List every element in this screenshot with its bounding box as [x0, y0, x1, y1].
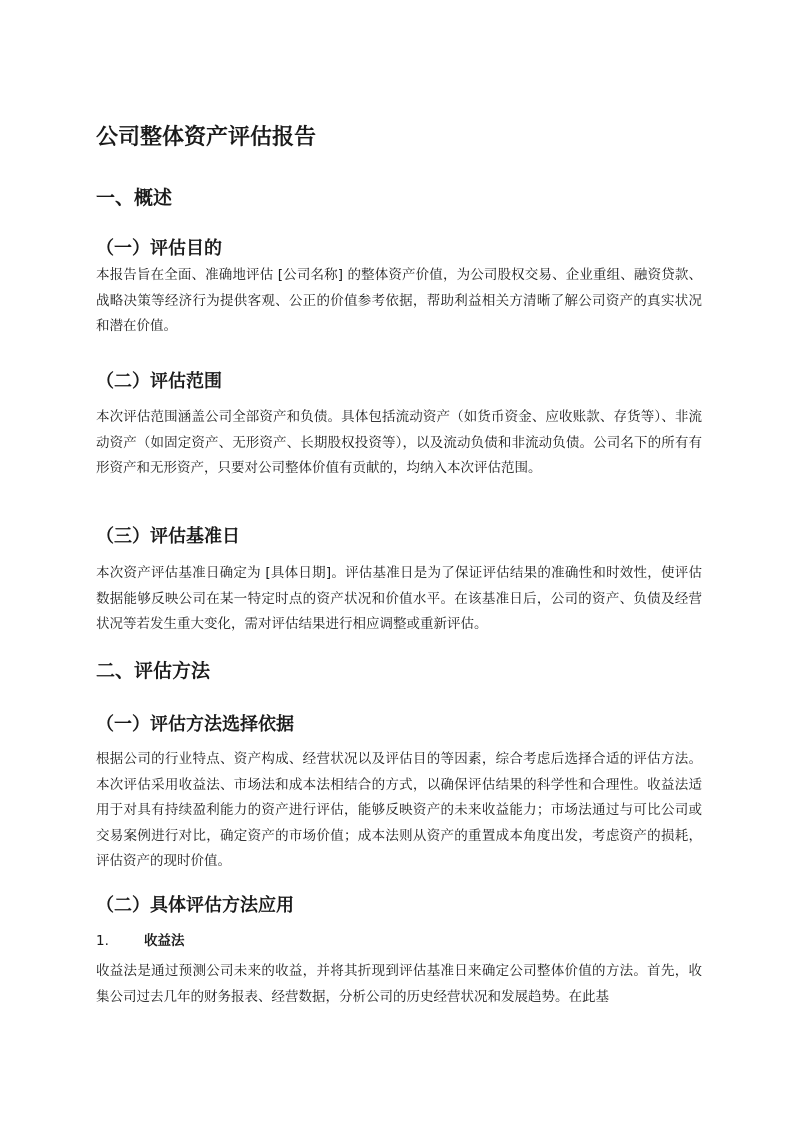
paragraph-purpose: 本报告旨在全面、准确地评估 [公司名称] 的整体资产价值，为公司股权交易、企业重组、融资贷款、战略决策等经济行为提供客观、公正的价值参考依据，帮助利益相关方清晰了解公司资产的真实状况和潜在价值。 [96, 267, 702, 334]
subsection-heading-base-date: （三）评估基准日 [96, 526, 240, 547]
list-item-title: 收益法 [144, 933, 185, 949]
paragraph-method-basis: 根据公司的行业特点、资产构成、经营状况以及评估目的等因素，综合考虑后选择合适的评估方法。本次评估采用收益法、市场法和成本法相结合的方式，以确保评估结果的科学性和合理性。收益法适用于对具有持续盈利能力的资产进行评估，能够反映资产的未来收益能力；市场法通过与可比公司或交易案例进行对比，确定资产的市场价值；成本法则从资产的重置成本角度出发，考虑资产的损耗，评估资产的现时价值。 [96, 751, 702, 869]
paragraph-income-approach: 收益法是通过预测公司未来的收益，并将其折现到评估基准日来确定公司整体价值的方法。首先，收集公司过去几年的财务报表、经营数据，分析公司的历史经营状况和发展趋势。在此基 [96, 963, 702, 1005]
section-heading-methods: 二、评估方法 [96, 660, 211, 682]
document-title: 公司整体资产评估报告 [96, 125, 317, 150]
subsection-heading-method-basis: （一）评估方法选择依据 [96, 714, 294, 735]
subsection-heading-scope: （二）评估范围 [96, 371, 222, 392]
section-heading-overview: 一、概述 [96, 187, 173, 209]
paragraph-base-date: 本次资产评估基准日确定为 [具体日期]。评估基准日是为了保证评估结果的准确性和时效性，使评估数据能够反映公司在某一特定时点的资产状况和价值水平。在该基准日后，公司的资产、负债及经营状况等若发生重大变化，需对评估结果进行相应调整或重新评估。 [96, 565, 702, 632]
list-item-heading [96, 930, 185, 952]
subsection-heading-method-application: （二）具体评估方法应用 [96, 895, 294, 916]
subsection-heading-purpose: （一）评估目的 [96, 238, 222, 259]
list-item-number: 1. [96, 933, 109, 949]
paragraph-scope: 本次评估范围涵盖公司全部资产和负债。具体包括流动资产（如货币资金、应收账款、存货等）、非流动资产（如固定资产、无形资产、长期股权投资等），以及流动负债和非流动负债。公司名下的所有有形资产和无形资产，只要对公司整体价值有贡献的，均纳入本次评估范围。 [96, 409, 702, 476]
